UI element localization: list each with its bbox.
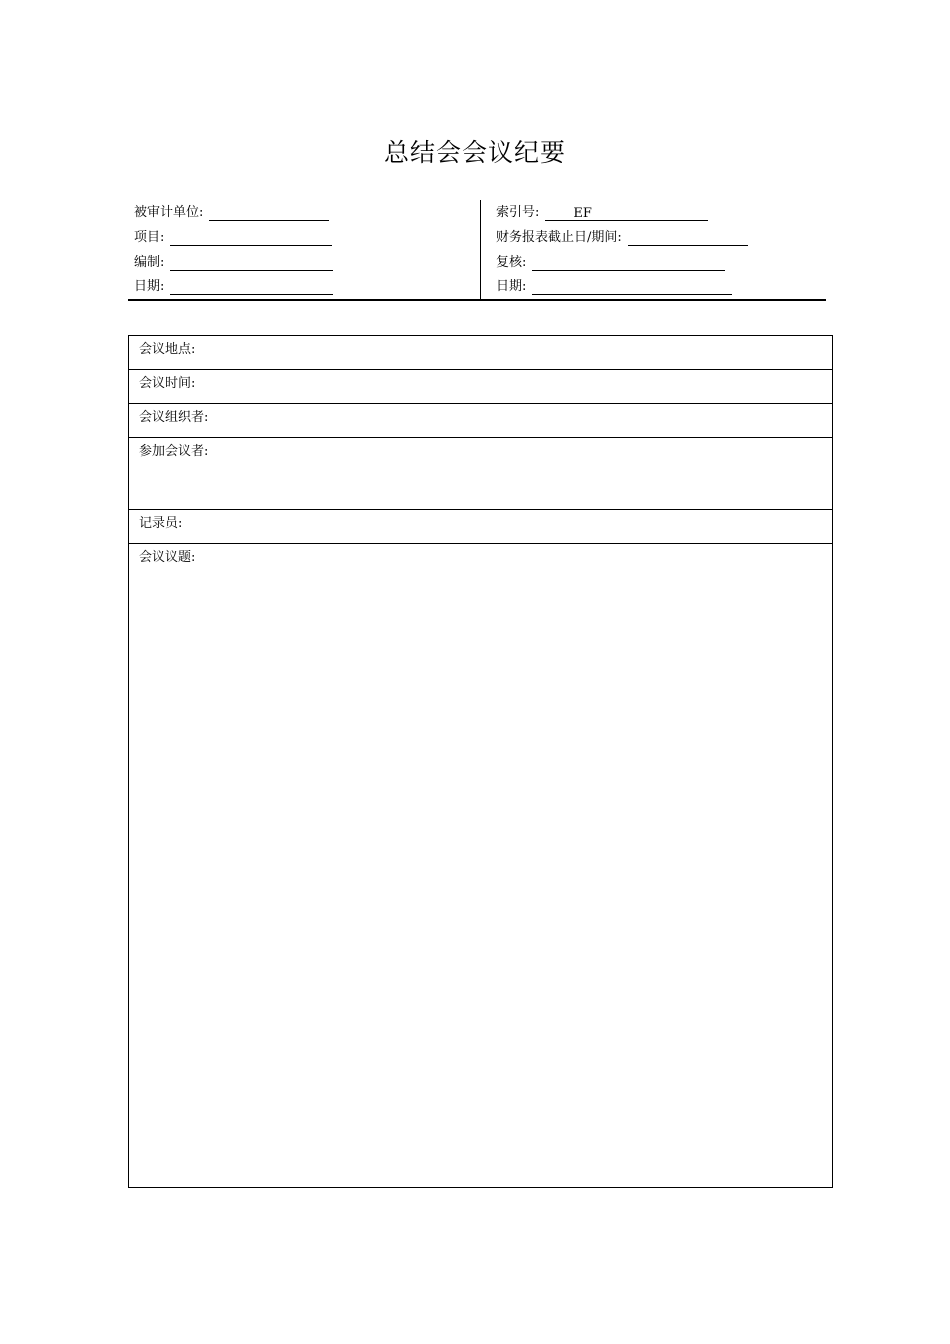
reviewed-date-value[interactable] [532,280,732,295]
report-period-value[interactable] [628,231,748,246]
index-number-value[interactable]: EF [545,207,708,221]
project-value[interactable] [170,231,332,246]
reviewed-by-field [496,255,725,271]
report-period-field [496,230,748,246]
audited-unit-label: 被审计单位: [134,205,204,220]
index-number-field [496,205,708,221]
project-field [134,230,332,246]
reviewed-by-value[interactable] [532,256,725,271]
attendees-label: 参加会议者: [139,444,209,459]
meeting-topics-label: 会议议题: [139,550,196,565]
audited-unit-field [134,205,329,221]
meeting-location-row[interactable] [129,336,832,370]
recorder-row[interactable] [129,510,832,544]
index-number-label: 索引号: [496,205,540,220]
document-title: 总结会会议纪要 [383,138,566,167]
meeting-location-label: 会议地点: [139,342,196,357]
prepared-date-label: 日期: [134,279,165,294]
header-bottom-rule [128,299,826,301]
prepared-date-value[interactable] [170,280,333,295]
reviewed-by-label: 复核: [496,255,527,270]
meeting-organizer-label: 会议组织者: [139,410,209,425]
audited-unit-value[interactable] [209,206,329,221]
report-period-label: 财务报表截止日/期间: [496,230,622,245]
recorder-label: 记录员: [139,516,183,531]
reviewed-date-label: 日期: [496,279,527,294]
attendees-row[interactable] [129,438,832,510]
header-vertical-divider [480,200,481,300]
prepared-by-field [134,255,333,271]
prepared-date-field [134,279,333,295]
meeting-organizer-row[interactable] [129,404,832,438]
meeting-topics-row[interactable] [129,544,832,1187]
meeting-minutes-table [128,335,833,1188]
reviewed-date-field [496,279,732,295]
header-info-block [128,200,826,300]
meeting-time-row[interactable] [129,370,832,404]
project-label: 项目: [134,230,165,245]
meeting-time-label: 会议时间: [139,376,196,391]
prepared-by-label: 编制: [134,255,165,270]
prepared-by-value[interactable] [170,256,333,271]
